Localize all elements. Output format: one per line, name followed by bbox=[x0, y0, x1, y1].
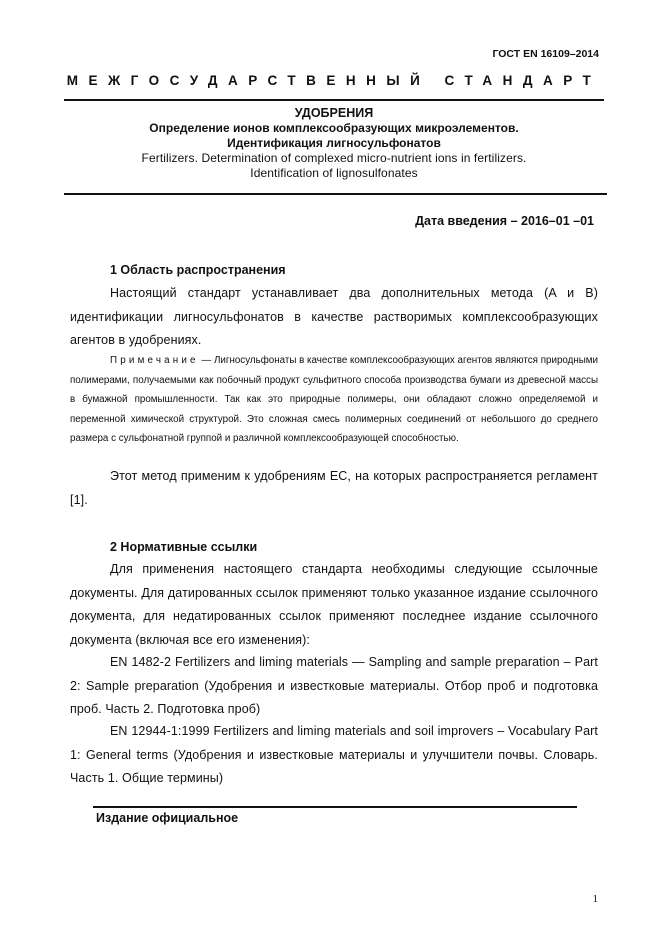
title-block bbox=[64, 105, 604, 181]
section-1-paragraph-1: Настоящий стандарт устанавливает два дополнительных метода (A и B) идентификации лигносульфонатов в качестве растворимых комплексообразующих агентов в удобрениях. bbox=[70, 286, 598, 347]
interstate-standard-heading: МЕЖГОСУДАРСТВЕННЫЙ СТАНДАРТ bbox=[66, 73, 602, 88]
section-2-paragraph-1: Для применения настоящего стандарта необходимы следующие ссылочные документы. Для датированных ссылок применяют только указанное издание ссылочного документа, для недатированных ссылок применяют последнее издание ссылочного документа (включая все его изменения): bbox=[70, 562, 598, 647]
standard-code: ГОСТ EN 16109–2014 bbox=[492, 48, 599, 60]
reference-en-12944-1: EN 12944-1:1999 Fertilizers and liming materials and soil improvers – Vocabulary Part 1: General terms (Удобрения и известковые материалы и улучшители почвы. Словарь. Часть 1. Общие термины) bbox=[70, 724, 598, 785]
introduction-date: Дата введения – 2016–01 –01 bbox=[415, 214, 594, 228]
section-1-heading: 1 Область распространения bbox=[110, 263, 286, 277]
section-2-heading: 2 Нормативные ссылки bbox=[110, 540, 258, 554]
title-ru-line-2: Идентификация лигносульфонатов bbox=[227, 136, 441, 150]
section-1-paragraph-2: Этот метод применим к удобрениям ЕС, на которых распространяется регламент [1]. bbox=[70, 469, 598, 507]
note-text: — Лигносульфонаты в качестве комплексообразующих агентов являются природными полимерами, получаемыми как побочный продукт сульфитного способа производства бумаги из древесной массы в бумажной промышленности. Так как это природные полимеры, они обладают сложно определяемой и переменной химической структурой. Это сложная смесь полимерных соединений от небольшого до среднего размера с сульфонатной группой и различной комплексообразующей способностью. bbox=[70, 355, 598, 444]
footer-divider bbox=[93, 806, 577, 808]
section-1-note bbox=[70, 351, 598, 449]
reference-en-1482-2: EN 1482-2 Fertilizers and liming materials — Sampling and sample preparation – Part 2: Sample preparation (Удобрения и известковые материалы. Отбор проб и подготовка проб. Часть 2. Подготовка проб) bbox=[70, 655, 598, 716]
note-label: Примечание bbox=[110, 355, 199, 366]
page-number: 1 bbox=[592, 893, 598, 905]
title-divider bbox=[64, 193, 607, 195]
official-edition-label: Издание официальное bbox=[96, 811, 239, 825]
document-title: УДОБРЕНИЯ bbox=[294, 106, 374, 120]
header-divider bbox=[64, 99, 604, 101]
title-en-line-1: Fertilizers. Determination of complexed micro-nutrient ions in fertilizers. bbox=[141, 151, 527, 165]
title-ru-line-1: Определение ионов комплексообразующих микроэлементов. bbox=[149, 121, 519, 135]
title-en-line-2: Identification of lignosulfonates bbox=[250, 166, 418, 180]
